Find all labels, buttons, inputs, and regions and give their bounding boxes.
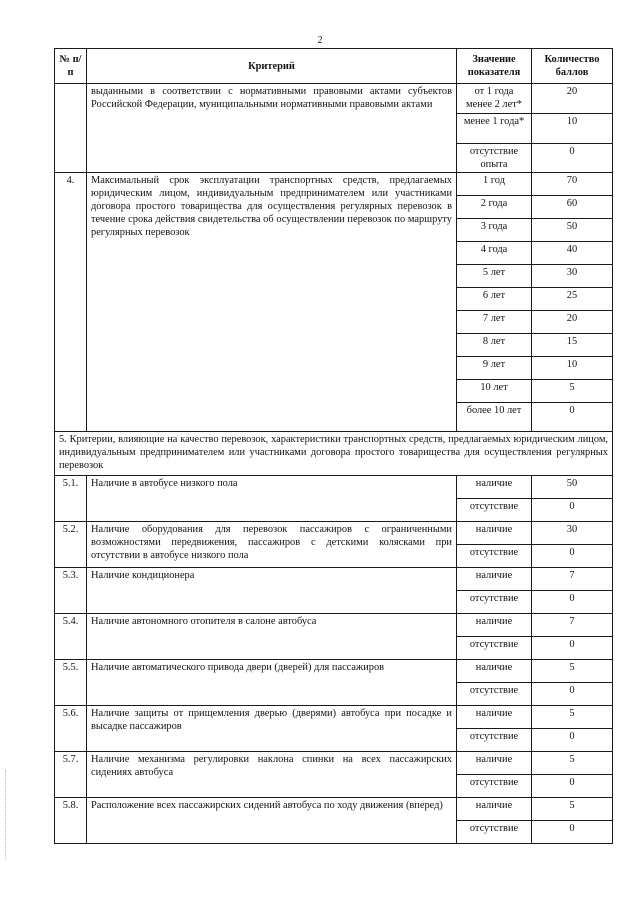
- option-value: наличие: [457, 614, 532, 637]
- row-num: 5.1.: [55, 476, 87, 522]
- criteria-table: [54, 48, 613, 844]
- option-score: 0: [532, 637, 613, 660]
- option-score: 0: [532, 821, 613, 844]
- table-row: [55, 798, 613, 821]
- option-score: 7: [532, 568, 613, 591]
- option-score: 5: [532, 660, 613, 683]
- row-num: 5.2.: [55, 522, 87, 568]
- option-value: наличие: [457, 706, 532, 729]
- option-value: менее 1 года*: [457, 114, 532, 144]
- option-value: наличие: [457, 568, 532, 591]
- row-num: 5.4.: [55, 614, 87, 660]
- option-value: 10 лет: [457, 380, 532, 403]
- option-score: 70: [532, 173, 613, 196]
- row-num: 5.3.: [55, 568, 87, 614]
- page-number: 2: [317, 35, 323, 46]
- option-value: 4 года: [457, 242, 532, 265]
- row-num: 5.8.: [55, 798, 87, 844]
- option-score: 15: [532, 334, 613, 357]
- option-value: 2 года: [457, 196, 532, 219]
- option-value: 7 лет: [457, 311, 532, 334]
- scan-artifact: [5, 770, 7, 860]
- option-score: 30: [532, 522, 613, 545]
- option-score: 0: [532, 591, 613, 614]
- table-row: [55, 660, 613, 683]
- option-value: 9 лет: [457, 357, 532, 380]
- option-score: 60: [532, 196, 613, 219]
- option-score: 20: [532, 311, 613, 334]
- table-row: [55, 752, 613, 775]
- header-criterion: Критерий: [87, 49, 457, 84]
- row-num: 5.6.: [55, 706, 87, 752]
- option-value: 1 год: [457, 173, 532, 196]
- row-criterion: Наличие кондиционера: [87, 568, 457, 614]
- option-score: 40: [532, 242, 613, 265]
- row-criterion: Расположение всех пассажирских сидений автобуса по ходу движения (вперед): [87, 798, 457, 844]
- row-num: 4.: [55, 173, 87, 432]
- header-score: Количество баллов: [532, 49, 613, 84]
- option-value: отсутствие опыта: [457, 144, 532, 173]
- option-value: отсутствие: [457, 683, 532, 706]
- option-value: 6 лет: [457, 288, 532, 311]
- option-value: отсутствие: [457, 775, 532, 798]
- option-score: 10: [532, 114, 613, 144]
- header-value: Значение показателя: [457, 49, 532, 84]
- option-score: 0: [532, 144, 613, 173]
- row-num: [55, 84, 87, 173]
- option-value: наличие: [457, 476, 532, 499]
- option-score: 0: [532, 499, 613, 522]
- table-row: [55, 614, 613, 637]
- option-value: наличие: [457, 752, 532, 775]
- option-value: отсутствие: [457, 499, 532, 522]
- table-row: [55, 84, 613, 114]
- option-score: 0: [532, 683, 613, 706]
- option-score: 50: [532, 476, 613, 499]
- option-value: наличие: [457, 522, 532, 545]
- row-criterion: Максимальный срок эксплуатации транспортных средств, предлагаемых юридическим лицом, индивидуальным предпринимателем или участниками договора простого товарищества для осуществления регулярных перевозок в течение срока действия свидетельства об осуществлении перевозок по маршруту регулярных перевозок: [87, 173, 457, 432]
- section-row: [55, 432, 613, 476]
- option-value: отсутствие: [457, 821, 532, 844]
- option-score: 5: [532, 380, 613, 403]
- option-score: 20: [532, 84, 613, 114]
- row-criterion: Наличие механизма регулировки наклона спинки на всех пассажирских сидениях автобуса: [87, 752, 457, 798]
- row-criterion: Наличие автономного отопителя в салоне автобуса: [87, 614, 457, 660]
- option-value: отсутствие: [457, 729, 532, 752]
- row-criterion: Наличие оборудования для перевозок пассажиров с ограниченными возможностями передвижения, пассажиров с детскими колясками при отсутствии в автобусе низкого пола: [87, 522, 457, 568]
- header-num: № п/п: [55, 49, 87, 84]
- option-score: 5: [532, 706, 613, 729]
- option-score: 0: [532, 403, 613, 432]
- row-num: 5.5.: [55, 660, 87, 706]
- option-score: 5: [532, 798, 613, 821]
- row-criterion: Наличие в автобусе низкого пола: [87, 476, 457, 522]
- option-value: отсутствие: [457, 637, 532, 660]
- option-score: 10: [532, 357, 613, 380]
- table-row: [55, 476, 613, 499]
- row-criterion: выданными в соответствии с нормативными правовыми актами субъектов Российской Федерации, муниципальными нормативными правовыми актами: [87, 84, 457, 173]
- table-header-row: [55, 49, 613, 84]
- option-value: 3 года: [457, 219, 532, 242]
- option-score: 5: [532, 752, 613, 775]
- option-score: 0: [532, 545, 613, 568]
- table-row: [55, 173, 613, 196]
- option-score: 50: [532, 219, 613, 242]
- option-value: отсутствие: [457, 591, 532, 614]
- option-score: 0: [532, 775, 613, 798]
- option-value: отсутствие: [457, 545, 532, 568]
- option-value: наличие: [457, 798, 532, 821]
- option-value: от 1 года менее 2 лет*: [457, 84, 532, 114]
- row-num: 5.7.: [55, 752, 87, 798]
- row-criterion: Наличие защиты от прищемления дверью (дверями) автобуса при посадке и высадке пассажиров: [87, 706, 457, 752]
- table-row: [55, 522, 613, 545]
- option-value: более 10 лет: [457, 403, 532, 432]
- section-5-title: 5. Критерии, влияющие на качество перевозок, характеристики транспортных средств, предлагаемых юридическим лицом, индивидуальным предпринимателем или участниками договора простого товарищества для осуществления регулярных перевозок: [55, 432, 613, 476]
- option-score: 0: [532, 729, 613, 752]
- option-value: 5 лет: [457, 265, 532, 288]
- table-row: [55, 706, 613, 729]
- option-value: наличие: [457, 660, 532, 683]
- option-score: 7: [532, 614, 613, 637]
- row-criterion: Наличие автоматического привода двери (дверей) для пассажиров: [87, 660, 457, 706]
- option-value: 8 лет: [457, 334, 532, 357]
- option-score: 25: [532, 288, 613, 311]
- option-score: 30: [532, 265, 613, 288]
- table-row: [55, 568, 613, 591]
